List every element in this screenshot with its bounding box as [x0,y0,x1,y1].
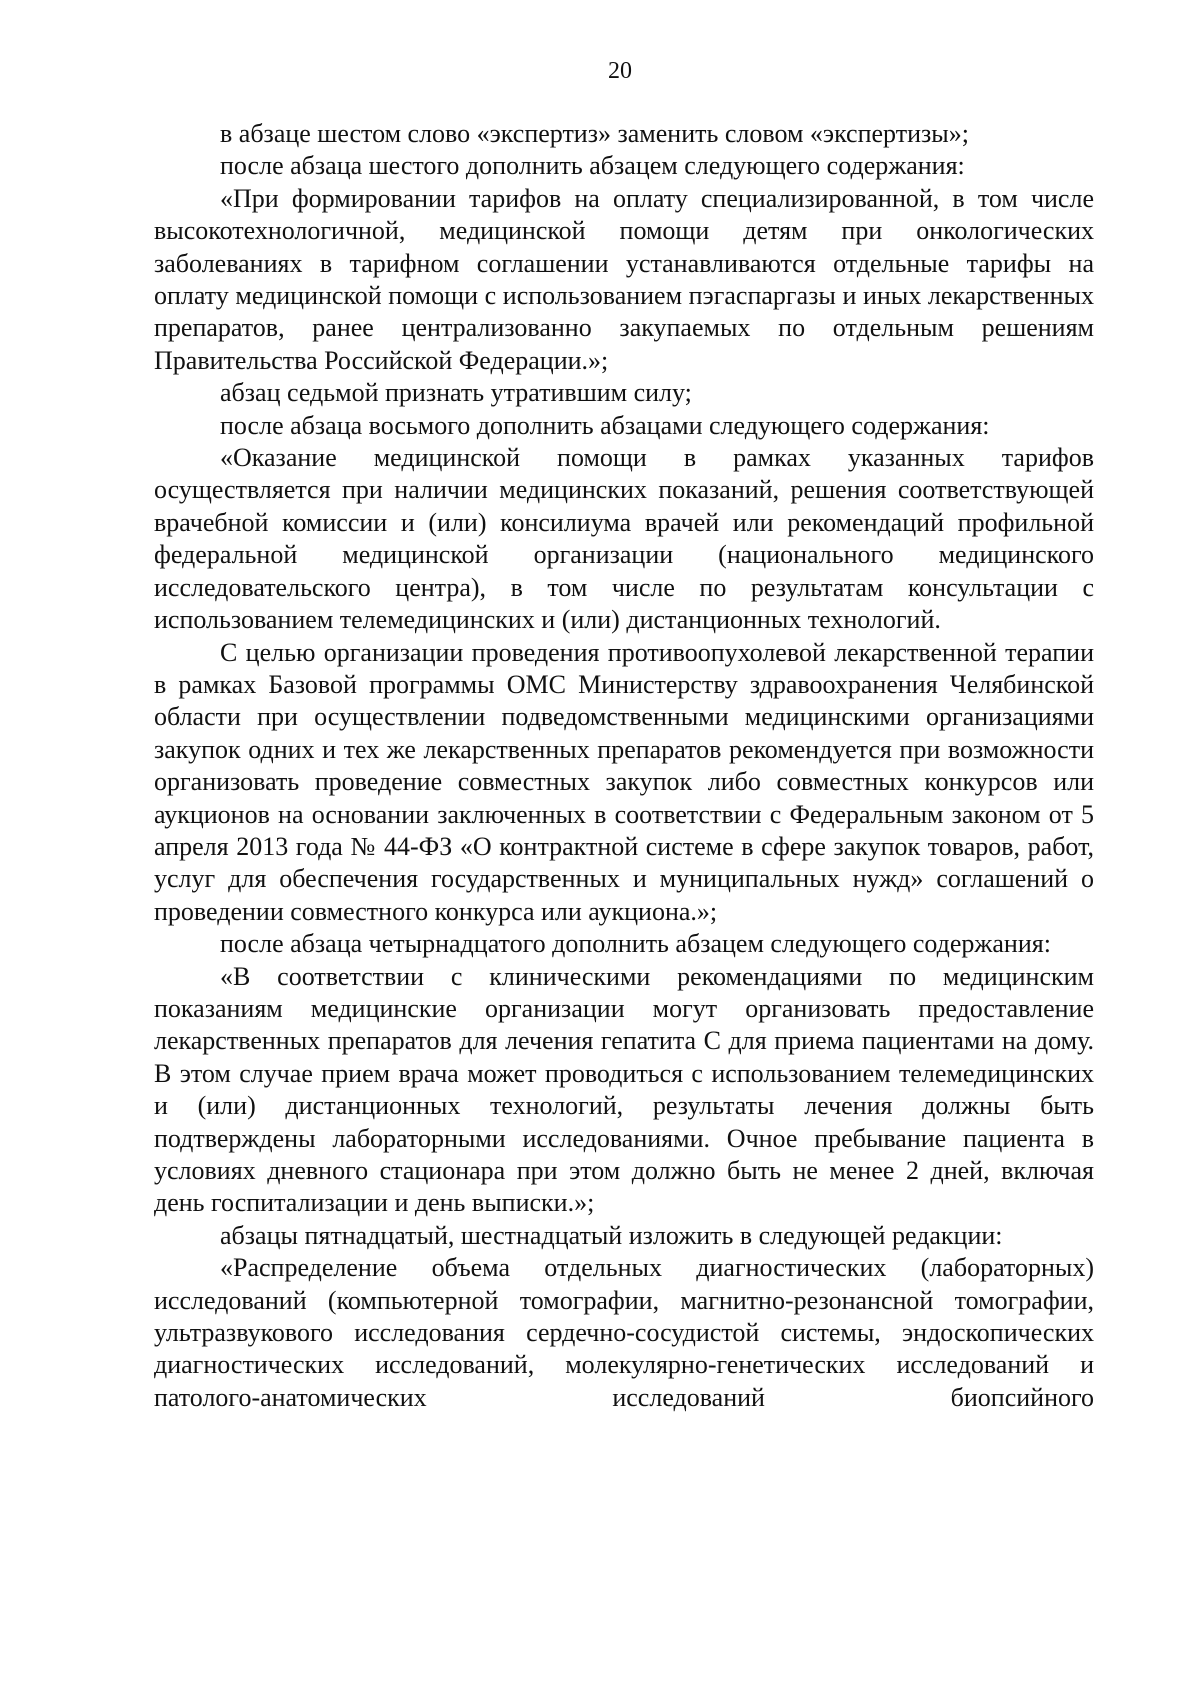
paragraph-11: «Распределение объема отдельных диагностических (лабораторных) исследований (компьютерной томографии, магнитно-резонансной томографии, ультразвукового исследования сердечно-сосудистой системы, эндоскопических диагностических исследований, молекулярно-генетических исследований и патолого-анатомических исследований биопсийного [154,1253,1094,1412]
paragraph-8: после абзаца четырнадцатого дополнить абзацем следующего содержания: [220,929,1051,959]
paragraph-4: абзац седьмой признать утратившим силу; [220,378,692,408]
paragraph-1: в абзаце шестом слово «экспертиз» заменить словом «экспертизы»; [220,119,969,148]
paragraph-7: С целью организации проведения противоопухолевой лекарственной терапии в рамках Базовой программы ОМС Министерству здравоохранения Челябинской области при осуществлении подведомственными медицинскими организациями закупок одних и тех же лекарственных препаратов рекомендуется при возможности организовать проведение совместных закупок либо совместных конкурсов или аукционов на основании заключенных в соответствии с Федеральным законом от 5 апреля 2013 года № 44-ФЗ «О контрактной системе в сфере закупок товаров, работ, услуг для обеспечения государственных и муниципальных нужд» соглашений о проведении совместного конкурса или аукциона.»; [154,637,1094,926]
paragraph-2: после абзаца шестого дополнить абзацем следующего содержания: [220,151,965,181]
paragraph-3: «При формировании тарифов на оплату специализированной, в том числе высокотехнологичной, медицинской помощи детям при онкологических заболеваниях в тарифном соглашении устанавливаются отдельные тарифы на оплату медицинской помощи с использованием пэгаспаргазы и иных лекарственных препаратов, ранее централизованно закупаемых по отдельным решениям Правительства Российской Федерации.»; [154,183,1094,375]
paragraph-5: после абзаца восьмого дополнить абзацами следующего содержания: [220,410,990,440]
document-body [154,118,1094,1414]
paragraph-9: «В соответствии с клиническими рекомендациями по медицинским показаниям медицинские организации могут организовать предоставление лекарственных препаратов для лечения гепатита С для приема пациентами на дому. В этом случае прием врача может проводиться с использованием телемедицинских и (или) дистанционных технологий, результаты лечения должны быть подтверждены лабораторными исследованиями. Очное пребывание пациента в условиях дневного стационара при этом должно быть не менее 2 дней, включая день госпитализации и день выписки.»; [154,961,1094,1218]
paragraph-6: «Оказание медицинской помощи в рамках указанных тарифов осуществляется при наличии медицинских показаний, решения соответствующей врачебной комиссии и (или) консилиума врачей или рекомендаций профильной федеральной медицинской организации (национального медицинского исследовательского центра), в том числе по результатам консультации с использованием телемедицинских и (или) дистанционных технологий. [154,443,1094,635]
page-number: 20 [608,58,632,84]
paragraph-10: абзацы пятнадцатый, шестнадцатый изложить в следующей редакции: [220,1220,1003,1250]
